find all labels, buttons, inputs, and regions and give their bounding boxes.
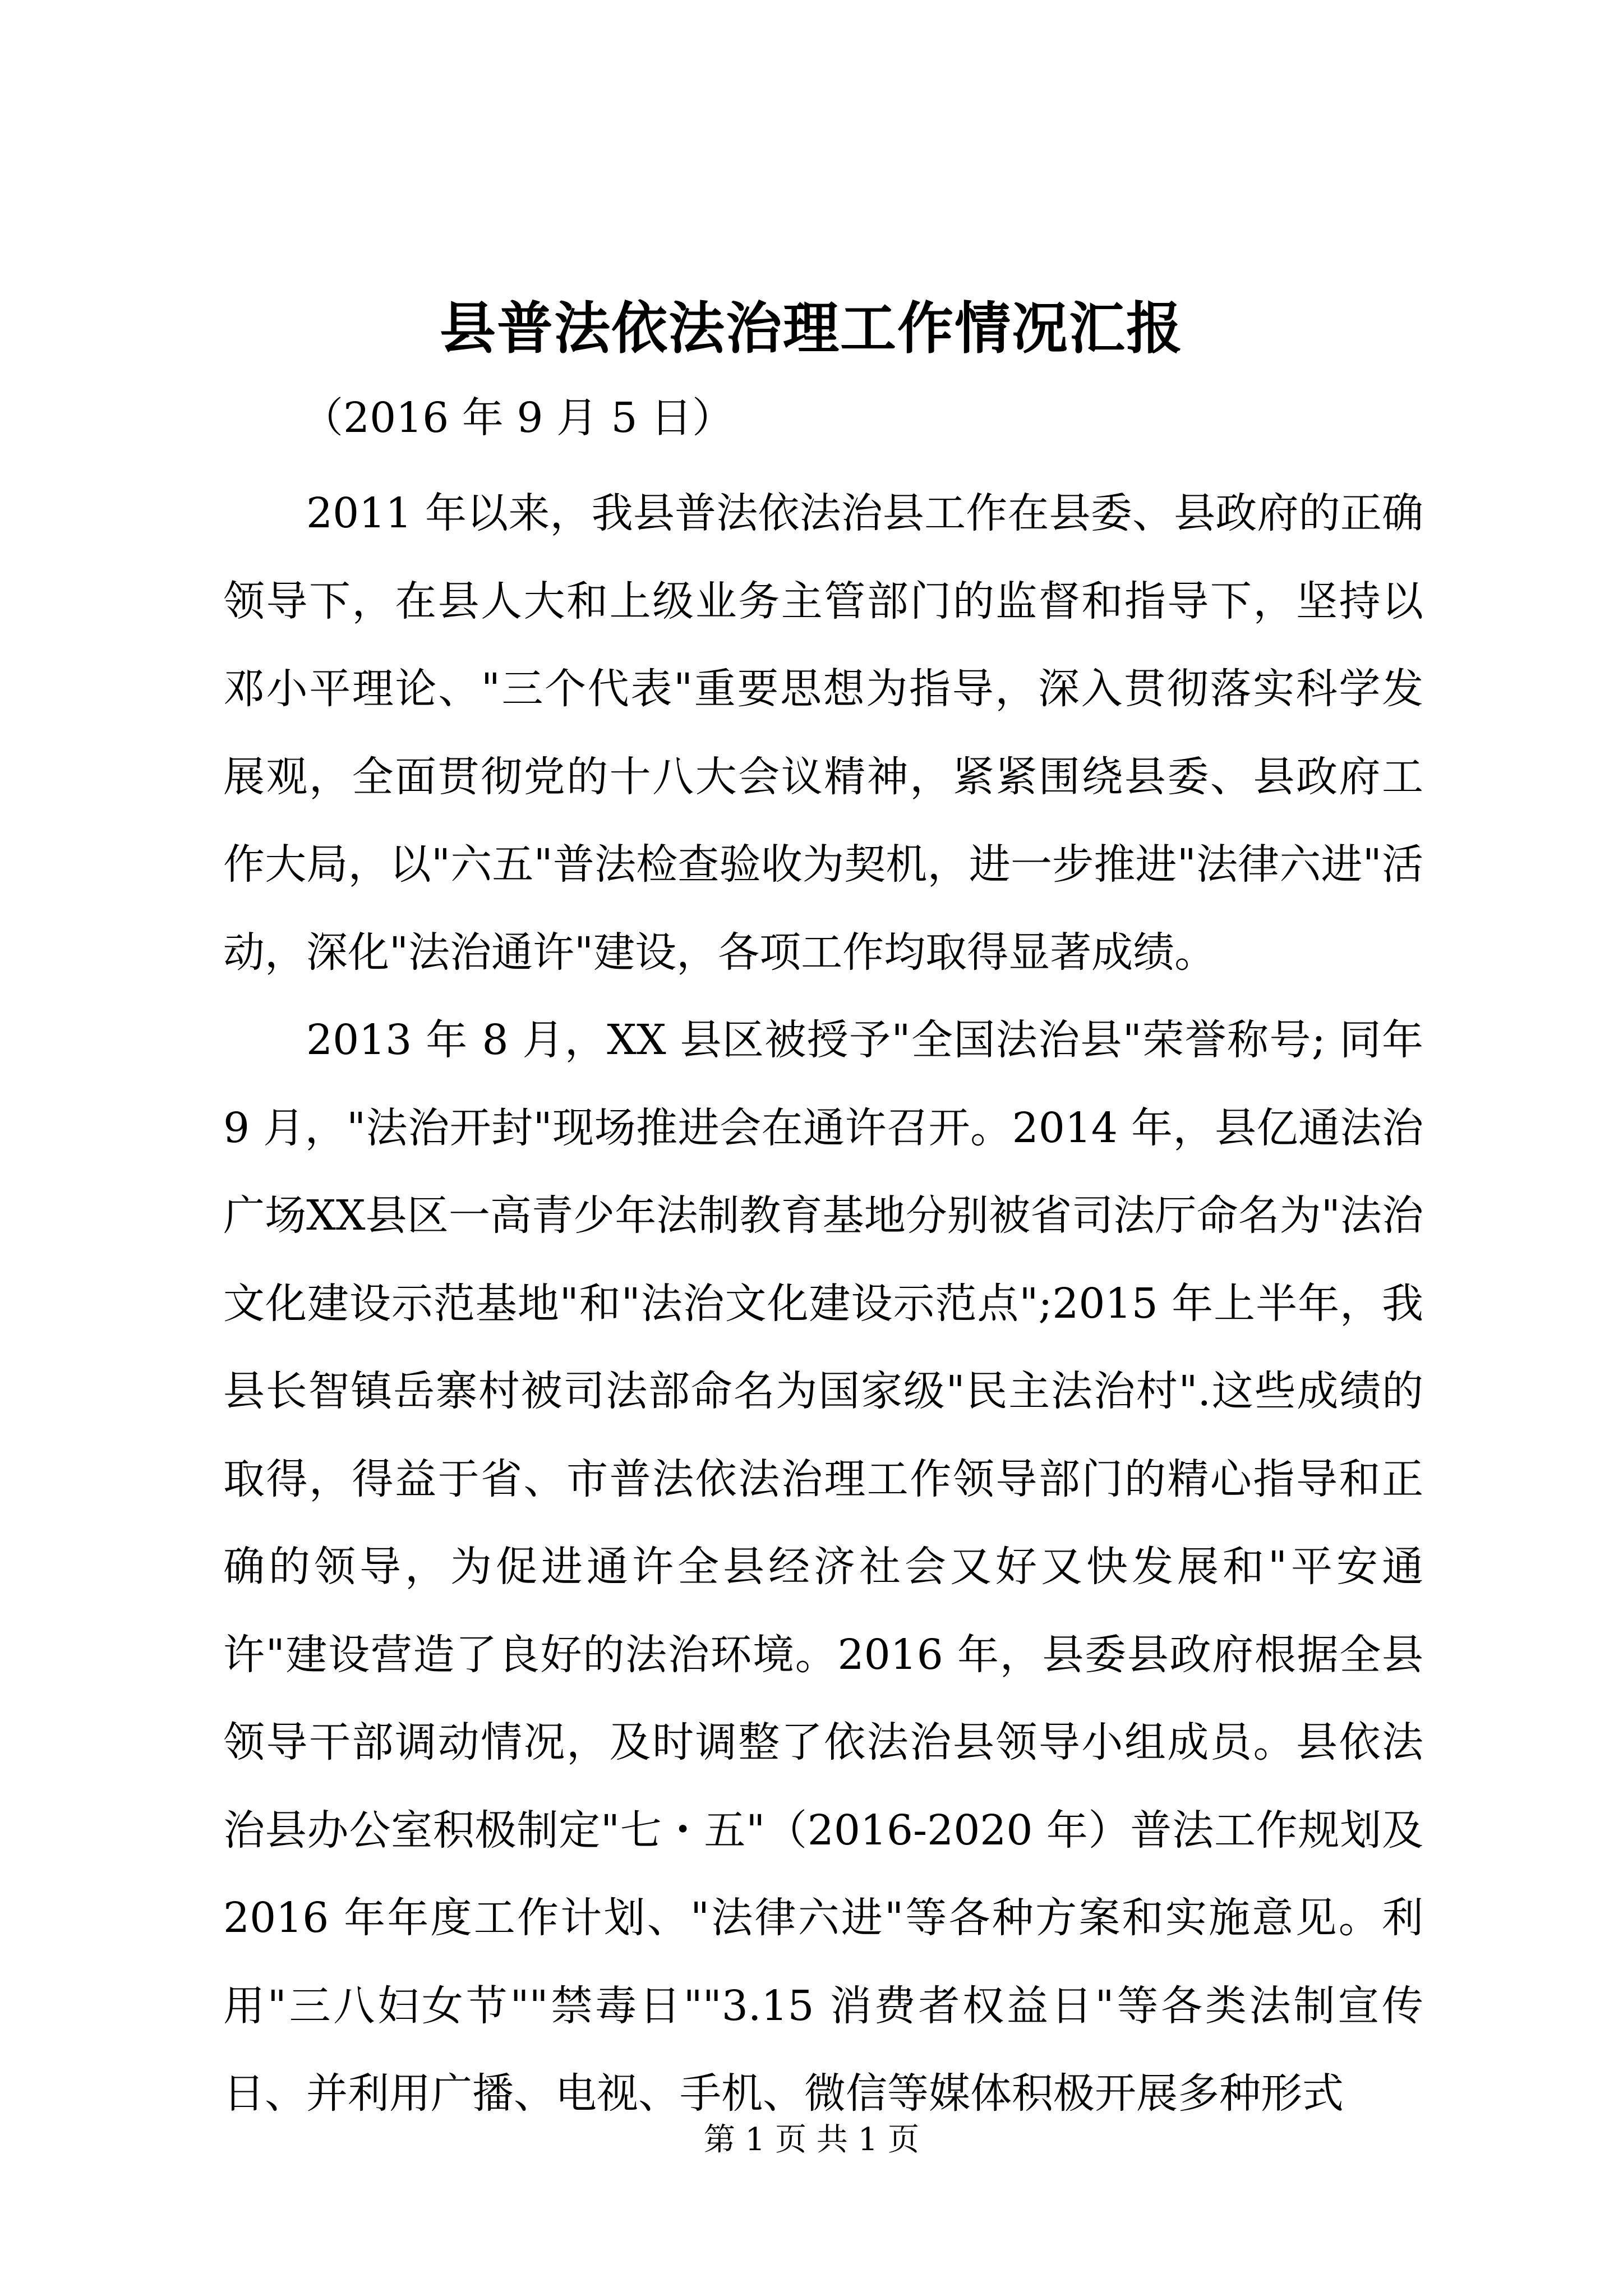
page-footer: 第 1 页 共 1 页 (703, 2122, 920, 2158)
document-body (223, 470, 1423, 2138)
paragraph: 2013 年 8 月，XX 县区被授予"全国法治县"荣誉称号; 同年 9 月，"法治开封"现场推进会在通许召开。2014 年，县亿通法治广场XX县区一高青少年法制教育基地分别被省司法厅命名为"法治文化建设示范基地"和"法治文化建设示范点";2015 年上半年，我县长智镇岳寨村被司法部命名为国家级"民主法治村".这些成绩的取得，得益于省、市普法依法治理工作领导部门的精心指导和正确的领导，为促进通许全县经济社会又好又快发展和"平安通许"建设营造了良好的法治环境。2016 年，县委县政府根据全县领导干部调动情况，及时调整了依法治县领导小组成员。县依法治县办公室积极制定"七・五"（2016-2020 年）普法工作规划及 2016 年年度工作计划、"法律六进"等各种方案和实施意见。利用"三八妇女节""禁毒日""3.15 消费者权益日"等各类法制宣传日、并利用广播、电视、手机、微信等媒体积极开展多种形式 (223, 1016, 1423, 2118)
paragraph: 2011 年以来，我县普法依法治县工作在县委、县政府的正确领导下，在县人大和上级业务主管部门的监督和指导下，坚持以邓小平理论、"三个代表"重要思想为指导，深入贯彻落实科学发展观，全面贯彻党的十八大会议精神，紧紧围绕县委、县政府工作大局，以"六五"普法检查验收为契机，进一步推进"法律六进"活动，深化"法治通许"建设，各项工作均取得显著成绩。 (223, 489, 1423, 977)
document-title: 县普法依法治理工作情况汇报 (440, 295, 1183, 361)
document-date: （2016 年 9 月 5 日） (302, 394, 734, 442)
